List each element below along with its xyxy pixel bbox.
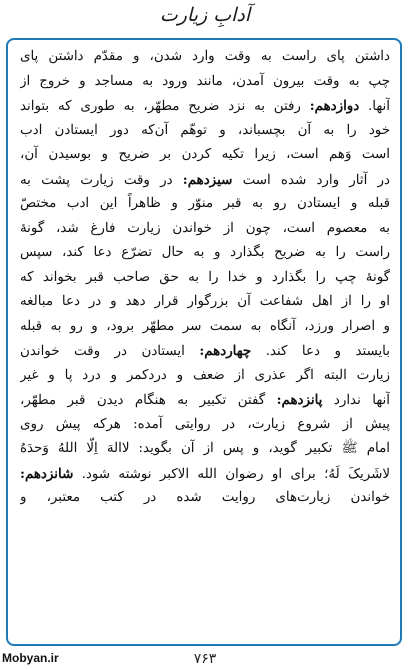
text-line: در آثار وارد شده است سیزدهم: در وقت زیارت پشت به — [20, 171, 390, 188]
text-line: گونهٔ چپ را بگذارد و خدا را به حق صاحب قبر بخواند که — [20, 269, 390, 285]
text-line: آنها. دوازدهم: رفتن به نزد ضریح مطهّر، به طوری که بتواند — [20, 98, 390, 114]
text-line: به معصوم است، چون از خواندن زیارت فارغ شد، گونهٔ — [20, 220, 390, 236]
text-line: زیارت البته اگر عذری از ضعف و دردکمر و درد پا و غیر — [20, 367, 390, 383]
text-line: راست را به ضریح بگذارد و به حال تضرّع دعا کند، سپس — [20, 245, 390, 260]
text-line: قبله و ایستادن رو به قبر منوّر و ظاهراً این ادب مختصّ — [20, 196, 390, 211]
text-line: است وَهم است، زیرا تکیه کردن بر ضریح و بوسیدن آن، — [20, 147, 390, 162]
page-header-title: آدابِ زیارت — [159, 4, 251, 26]
text-line: او را از اهل شفاعت آن بزرگوار قرار دهد و در دعا مبالغه — [20, 294, 390, 309]
text-line: داشتن پای راست به وقت وارد شدن، و مقدّم داشتن پای — [20, 49, 390, 64]
text-line: آنها ندارد پانزدهم: گفتن تکبیر به هنگام دیدن قبر مطهّر، — [20, 392, 390, 408]
body-text — [20, 45, 390, 635]
text-line: چپ به وقت بیرون آمدن، مانند ورود به مساجد و خروج از — [20, 73, 390, 89]
text-line: و اصرار ورزد، آنگاه به سمت سر مطهّر برود، و رو به قبله — [20, 318, 390, 334]
text-line: بایستد و دعا کند. چهاردهم: ایستادن در وقت خواندن — [20, 343, 390, 359]
text-line: خود را به آن بچسباند، و توهّم آن‌که دور ایستادن ادب — [20, 122, 390, 138]
text-line: خواندن زیارت‌های روایت شده در کتب معتبر، و — [20, 490, 390, 505]
text-line: پیش از شروع زیارت، در روایتی آمده: هرکه پیش روی — [20, 416, 390, 432]
site-watermark: Mobyan.ir — [2, 651, 59, 665]
text-line: لاشَریکَ لَهُ؛ برای او رضوان الله الاکبر نوشته شود. شانزدهم: — [20, 465, 390, 482]
text-line: امام ﷺ تکبیر گوید، و پس از آن بگوید: لاالهَ اِلَّا اللهُ وَحدَهُ — [20, 441, 390, 456]
page-number: ۷۶۳ — [193, 651, 217, 667]
